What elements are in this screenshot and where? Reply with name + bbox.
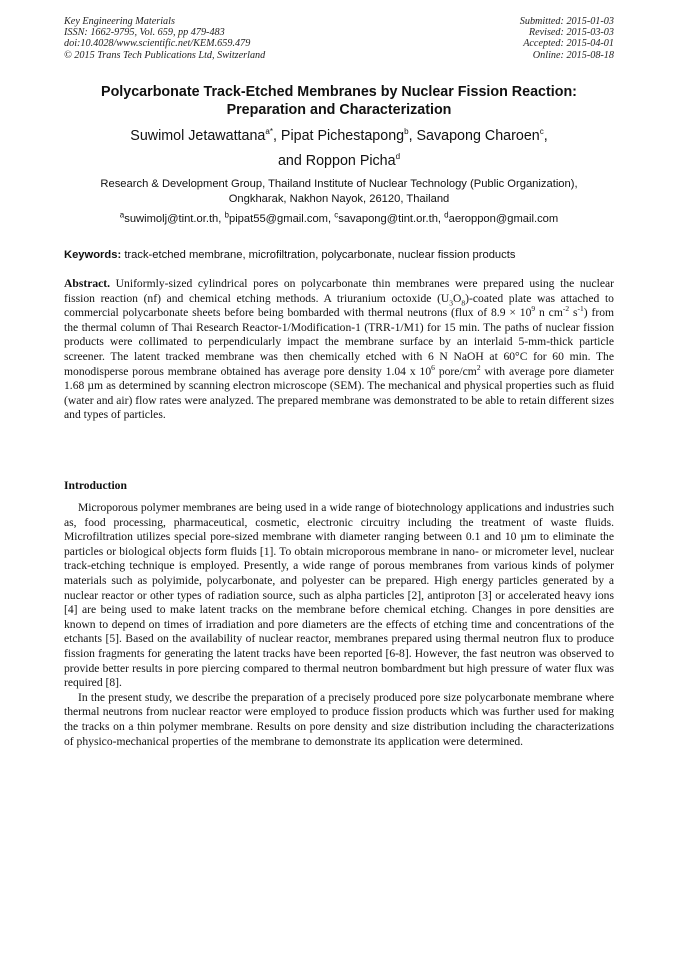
abstract-text: Uniformly-sized cylindrical pores on polycarbonate thin membranes were prepared using the nuclear fission reaction (nf) and chemical etching methods. A triuranium octoxide (U xyxy=(64,277,614,305)
submission-dates xyxy=(520,16,614,61)
intro-paragraph-1: Microporous polymer membranes are being used in a wide range of biotechnology applications and industries such as, food processing, pharmaceutical, cosmetic, electronic circuitry including the treatment of waste fluids. Microfiltration utilizes special pore-sized membrane with diameter ranging between 0.1 and 10 µm to eliminate the particles or biological objects form fluids [1]. To obtain microporous membrane in nano- or micrometer level, nuclear track-etching technique is employed. Presently, a wide range of porous membranes from various kinds of polymer materials such as polyimide, polycarbonate, and polyester can be prepared. High energy particles generated by a nuclear reactor or other types of radiation source, such as alpha particles [2], antiproton [3] or accelerated heavy ions [4] are being used to make latent tracks on the membrane before chemical etching. Changes in pore densities are known to depend on times of irradiation and pore diameters are the effects of etching time and concentrations of the etchants [5]. Based on the availability of nuclear reactor, membranes prepared using thermal neutron flux to produce fission fragments for generating the latent tracks have been reported [6-8]. However, the fast neutron was observed to provide better results in pore piercing compared to thermal neutron bombardment but high pressure of water flux was required [8]. xyxy=(64,501,614,690)
email-link[interactable]: savapong@tint.or.th xyxy=(338,213,438,225)
paper-title xyxy=(40,83,638,119)
section-heading-introduction: Introduction xyxy=(64,479,127,492)
intro-paragraph-2: In the present study, we describe the preparation of a precisely produced pore size polycarbonate membrane where thermal neutrons from nuclear reactor were employed to produce fission products which was further used for making the tracks on a thin polymer membrane. Results on pore density and size distribution including the characterizations of physico-mechanical properties of the membrane to demonstrate its application were determined. xyxy=(64,690,614,748)
title-line-2: Preparation and Characterization xyxy=(226,102,452,118)
email-link[interactable]: aeroppon@gmail.com xyxy=(448,213,559,225)
abstract-text: pore/cm xyxy=(434,364,477,378)
email-sep: , xyxy=(218,213,225,225)
author-name: Suwimol Jetawattana xyxy=(130,128,266,144)
author-affil-mark: d xyxy=(395,152,401,162)
abstract-superscript: -1 xyxy=(577,304,584,314)
abstract-label: Abstract. xyxy=(64,277,111,290)
date-accepted: Accepted: 2015-04-01 xyxy=(523,38,614,50)
author-affil-mark: a* xyxy=(265,127,273,137)
date-submitted: Submitted: 2015-01-03 xyxy=(519,16,614,27)
journal-info xyxy=(64,16,265,61)
keywords xyxy=(64,248,616,262)
abstract-superscript: 6 xyxy=(431,362,435,372)
abstract-text: ) from the thermal column of Thai Research Reactor-1/Modification-1 (TRR-1/M1) for 15 min. The paths of nuclear fission products were collimated to perpendicularly impact the membrane surface by an interlaid 5-mm-thick particle screener. The latent tracked membrane was then chemically etched with 6 N NaOH at 60°C for 60 min. The monodisperse porous membrane obtained has average pore density 1.04 x 10 xyxy=(64,306,615,378)
journal-issn: ISSN: 1662-9795, Vol. 659, pp 479-483 xyxy=(64,27,225,39)
author-name: Savapong Charoen xyxy=(416,128,540,144)
author-sep: , xyxy=(408,128,417,144)
authors-line-2 xyxy=(40,149,638,174)
affiliation-line-1: Research & Development Group, Thailand Institute of Nuclear Technology (Public Organization), xyxy=(100,178,578,190)
abstract-subscript: 3 xyxy=(449,297,454,307)
abstract-text: )-coated plate was attached to commercial polycarbonate sheets before being bombarded with thermal neutrons (flux of 8.9 × 10 xyxy=(64,291,614,320)
abstract-superscript: 2 xyxy=(476,362,481,372)
affiliation-line-2: Ongkharak, Nakhon Nayok, 26120, Thailand xyxy=(228,192,450,205)
keywords-text: track-etched membrane, microfiltration, polycarbonate, nuclear fission products xyxy=(124,249,516,261)
abstract xyxy=(64,277,614,423)
journal-name: Key Engineering Materials xyxy=(64,16,175,27)
author-affil-mark: c xyxy=(539,127,544,137)
authors-line-1 xyxy=(40,124,638,149)
author-affil-mark: b xyxy=(404,127,409,137)
abstract-text: with average pore diameter 1.68 µm as determined by scanning electron microscope (SEM). The mechanical and physical properties such as fluid (water and air) flow rates were analyzed. The prepared membrane was demonstrated to be able to retain different sizes and types of particles. xyxy=(64,364,614,422)
keywords-label: Keywords: xyxy=(64,249,122,261)
abstract-subscript: 8 xyxy=(461,297,466,307)
email-mark: c xyxy=(334,210,339,220)
abstract-superscript: 9 xyxy=(531,304,536,314)
email-link[interactable]: pipat55@gmail.com xyxy=(228,213,329,225)
date-revised: Revised: 2015-03-03 xyxy=(528,27,614,39)
affiliation xyxy=(40,177,638,206)
author-name: Pipat Pichestapong xyxy=(280,128,405,144)
journal-doi: doi:10.4028/www.scientific.net/KEM.659.479 xyxy=(64,38,251,50)
author-sep: , xyxy=(543,128,548,144)
introduction-body xyxy=(64,501,614,749)
author-sep: , xyxy=(272,128,281,144)
journal-copyright: © 2015 Trans Tech Publications Ltd, Switzerland xyxy=(64,49,266,61)
email-mark: d xyxy=(444,210,449,220)
email-link[interactable]: suwimolj@tint.or.th xyxy=(124,213,219,225)
author-emails xyxy=(40,212,638,226)
abstract-text: n cm xyxy=(535,306,563,320)
email-mark: a xyxy=(119,210,125,220)
email-sep: , xyxy=(437,213,445,225)
author-name: Roppon Picha xyxy=(305,153,396,169)
author-list xyxy=(40,124,638,174)
date-online: Online: 2015-08-18 xyxy=(532,49,614,61)
email-sep: , xyxy=(328,213,335,225)
author-prefix: and xyxy=(277,153,306,169)
abstract-text: s xyxy=(569,306,578,320)
abstract-superscript: -2 xyxy=(562,304,570,314)
abstract-text: O xyxy=(453,291,462,305)
email-mark: b xyxy=(224,210,229,220)
title-line-1: Polycarbonate Track-Etched Membranes by Nuclear Fission Reaction: xyxy=(101,84,577,100)
